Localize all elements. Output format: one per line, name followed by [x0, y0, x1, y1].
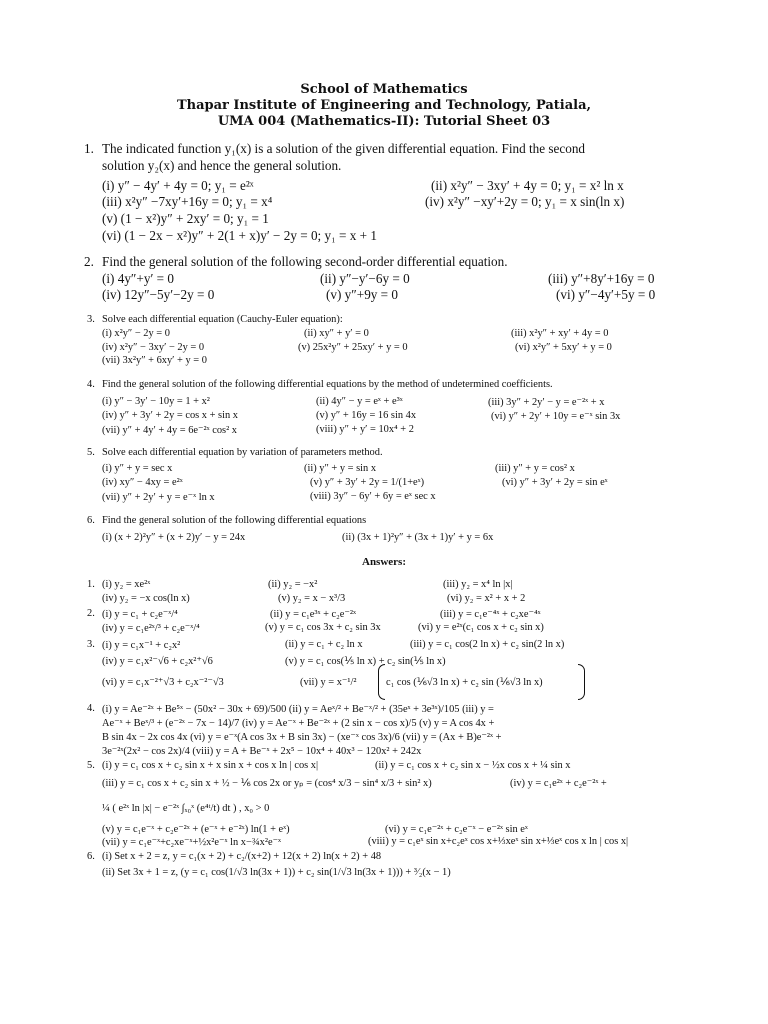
- question-number: 2.: [84, 254, 94, 269]
- answer-item: (ii) y = c₁e³ˣ + c₂e⁻²ˣ: [270, 609, 357, 620]
- answer-item: (i) y₂ = xe²ˣ: [102, 579, 151, 590]
- sub-question: (iii) y″+8y′+16y = 0: [548, 271, 655, 286]
- sub-question: (vi) (1 − 2x − x²)y″ + 2(1 + x)y′ − 2y = 0; y₁ = x + 1: [102, 228, 377, 243]
- answer-item: c₁ cos (⅙√3 ln x) + c₂ sin (⅙√3 ln x): [386, 677, 543, 688]
- question-number: 1.: [84, 141, 94, 156]
- answer-number: 6.: [87, 851, 95, 862]
- answer-item: (iv) y = c₁e²ˣ + c₂e⁻²ˣ +: [510, 778, 607, 789]
- answer-number: 4.: [87, 703, 95, 714]
- answer-item: (vi) y = c₁e⁻²ˣ + c₂e⁻ˣ − e⁻²ˣ sin eˣ: [385, 824, 528, 835]
- sub-question: (i) y″ − 4y′ + 4y = 0; y₁ = e²ˣ: [102, 178, 254, 193]
- answer-number: 5.: [87, 760, 95, 771]
- answer-item: (i) y = c₁ + c₂e⁻ˣ/⁴: [102, 609, 178, 620]
- question-text: Find the general solution of the following differential equations: [102, 515, 367, 526]
- answer-number: 3.: [87, 639, 95, 650]
- sub-question: (iv) x²y″ −xy′+2y = 0; y₁ = x sin(ln x): [425, 194, 625, 209]
- answer-number: 2.: [87, 608, 95, 619]
- answer-item: (vii) y = c₁e⁻ˣ+c₂xe⁻ˣ+½x²e⁻ˣ ln x−¾x²e⁻ˣ: [102, 837, 282, 848]
- question-text: solution y₂(x) and hence the general solution.: [102, 158, 342, 173]
- question-number: 6.: [87, 515, 95, 526]
- answer-item: (ii) Set 3x + 1 = z, (y = c₁ cos(1/√3 ln(3x + 1)) + c₂ sin(1/√3 ln(3x + 1))) + ³⁄₂(x − 1): [102, 867, 451, 878]
- sub-question: (ii) y″ + y = sin x: [304, 463, 377, 474]
- answer-item: (iv) y = c₁e²ˣ/³ + c₂e⁻ˣ/⁴: [102, 623, 200, 634]
- sub-question: (iii) 3y″ + 2y′ − y = e⁻²ˣ + x: [488, 397, 605, 408]
- sub-question: (iii) y″ + y = cos² x: [495, 463, 575, 474]
- answer-item: (iv) y₂ = −x cos(ln x): [102, 593, 190, 604]
- sub-question: (ii) x²y″ − 3xy′ + 4y = 0; y₁ = x² ln x: [431, 178, 624, 193]
- answer-line: Ae⁻ˣ + Beˣ/³ + (e⁻²ˣ − 7x − 14)/7 (iv) y = Ae⁻ˣ + Be⁻²ˣ + (2 sin x − cos x)/5 (v) y = A cos 4x +: [102, 718, 495, 729]
- sub-question: (i) 4y″+y′ = 0: [102, 271, 174, 286]
- question-text: Solve each differential equation by variation of parameters method.: [102, 447, 383, 458]
- sub-question: (vii) 3x²y″ + 6xy′ + y = 0: [102, 355, 207, 366]
- answer-item: ¼ ( e²ˣ ln |x| − e⁻²ˣ ∫ₓ₀ˣ (e⁴ᵗ/t) dt ) , x₀ > 0: [102, 803, 270, 814]
- answer-item: (vi) y = e²ˣ(c₁ cos x + c₂ sin x): [418, 622, 544, 633]
- answer-item: (vi) y = c₁x⁻²⁺√3 + c₂x⁻²⁻√3: [102, 677, 224, 688]
- answer-item: (i) Set x + 2 = z, y = c₁(x + 2) + c₂/(x+2) + 12(x + 2) ln(x + 2) + 48: [102, 851, 382, 862]
- answer-item: (iii) y₂ = x⁴ ln |x|: [443, 579, 513, 590]
- sub-question: (i) y″ + y = sec x: [102, 463, 173, 474]
- sub-question: (vii) y″ + 4y′ + 4y = 6e⁻²ˣ cos² x: [102, 425, 237, 436]
- sub-question: (iv) xy″ − 4xy = e²ˣ: [102, 477, 183, 488]
- sub-question: (vi) x²y″ + 5xy′ + y = 0: [515, 342, 612, 353]
- answer-item: (iii) y = c₁e⁻⁴ˣ + c₂xe⁻⁴ˣ: [440, 609, 541, 620]
- sub-question: (v) y″ + 16y = 16 sin 4x: [316, 410, 417, 421]
- answer-item: (vii) y = x⁻¹/²: [300, 677, 357, 688]
- sub-question: (iv) 12y″−5y′−2y = 0: [102, 287, 215, 302]
- sub-question: (ii) xy″ + y′ = 0: [304, 328, 369, 339]
- sub-question: (i) (x + 2)²y″ + (x + 2)y′ − y = 24x: [102, 532, 246, 543]
- sub-question: (vi) y″−4y′+5y = 0: [556, 287, 656, 302]
- sub-question: (v) y″ + 3y′ + 2y = 1/(1+eˣ): [310, 477, 425, 488]
- sub-question: (i) x²y″ − 2y = 0: [102, 328, 170, 339]
- answer-item: (ii) y = c₁ + c₂ ln x: [285, 639, 363, 650]
- sub-question: (i) y″ − 3y′ − 10y = 1 + x²: [102, 396, 210, 407]
- sub-question: (vii) y″ + 2y′ + y = e⁻ˣ ln x: [102, 492, 215, 503]
- answer-item: (v) y = c₁ cos 3x + c₂ sin 3x: [265, 622, 381, 633]
- question-text: The indicated function y₁(x) is a solution of the given differential equation. Find the second: [102, 141, 586, 156]
- answer-item: (v) y = c₁e⁻ˣ + c₂e⁻²ˣ + (e⁻ˣ + e⁻²ˣ) ln(1 + eˣ): [102, 824, 290, 835]
- sub-question: (vi) y″ + 2y′ + 10y = e⁻ˣ sin 3x: [491, 411, 621, 422]
- school-title: School of Mathematics: [300, 82, 468, 97]
- answers-heading: Answers:: [362, 556, 406, 568]
- sub-question: (iv) x²y″ − 3xy′ − 2y = 0: [102, 342, 205, 353]
- sub-question: (iv) y″ + 3y′ + 2y = cos x + sin x: [102, 410, 238, 421]
- answer-item: (vi) y₂ = x² + x + 2: [447, 593, 526, 604]
- sub-question: (iii) x²y″ + xy′ + 4y = 0: [511, 328, 609, 339]
- sub-question: (vi) y″ + 3y′ + 2y = sin eˣ: [502, 477, 608, 488]
- answer-line: (i) y = Ae⁻²ˣ + Be⁵ˣ − (50x² − 30x + 69)/500 (ii) y = Aeˣ/² + Be⁻ˣ/² + (35eˣ + 3e³ˣ)/105 (iii) y =: [102, 704, 494, 715]
- answer-item: (v) y₂ = x − x³/3: [278, 593, 346, 604]
- question-number: 3.: [87, 314, 95, 325]
- question-text: Solve each differential equation (Cauchy-Euler equation):: [102, 314, 343, 325]
- sub-question: (ii) 4y″ − y = eˣ + e³ˣ: [316, 396, 403, 407]
- sub-question: (v) y″+9y = 0: [326, 287, 399, 302]
- answer-item: (iii) y = c₁ cos(2 ln x) + c₂ sin(2 ln x): [410, 639, 565, 650]
- answer-line: 3e⁻²ˣ(2x² − cos 2x)/4 (viii) y = A + Be⁻ˣ + 2x⁵ − 10x⁴ + 40x³ − 120x² + 242x: [102, 746, 422, 757]
- left-bracket: [378, 664, 385, 700]
- sub-question: (v) 25x²y″ + 25xy′ + y = 0: [298, 342, 408, 353]
- answer-item: (i) y = c₁x⁻¹ + c₂x²: [102, 640, 181, 651]
- sub-question: (iii) x²y″ −7xy′+16y = 0; y₁ = x⁴: [102, 194, 273, 209]
- sub-question: (viii) y″ + y′ = 10x⁴ + 2: [316, 424, 414, 435]
- answer-item: (iv) y = c₁x²⁻√6 + c₂x²⁺√6: [102, 656, 213, 667]
- answer-item: (ii) y = c₁ cos x + c₂ sin x − ½x cos x + ¼ sin x: [375, 760, 571, 771]
- answer-number: 1.: [87, 579, 95, 590]
- answer-item: (viii) y = c₁eˣ sin x+c₂eˣ cos x+⅓xeˣ sin x+⅓eˣ cos x ln | cos x|: [368, 836, 629, 847]
- answer-item: (iii) y = c₁ cos x + c₂ sin x + ½ − ⅙ cos 2x or yₚ = (cos⁴ x/3 − sin⁴ x/3 + sin² x): [102, 778, 432, 789]
- question-number: 5.: [87, 447, 95, 458]
- answer-item: (i) y = c₁ cos x + c₂ sin x + x sin x + cos x ln | cos x|: [102, 760, 319, 771]
- question-text: Find the general solution of the following differential equations by the method of undetermined coefficients.: [102, 379, 553, 390]
- course-title: UMA 004 (Mathematics-II): Tutorial Sheet 03: [217, 114, 551, 129]
- answer-item: (v) y = c₁ cos(⅕ ln x) + c₂ sin(⅕ ln x): [285, 656, 446, 667]
- right-bracket: [578, 664, 585, 700]
- question-number: 4.: [87, 379, 95, 390]
- answer-item: (ii) y₂ = −x²: [268, 579, 318, 590]
- sub-question: (ii) (3x + 1)²y″ + (3x + 1)y′ + y = 6x: [342, 532, 494, 543]
- sub-question: (ii) y″−y′−6y = 0: [320, 271, 410, 286]
- question-text: Find the general solution of the following second-order differential equation.: [102, 254, 508, 269]
- answer-line: B sin 4x − 2x cos 4x (vi) y = e⁻ˣ(A cos 3x + B sin 3x) − (xe⁻ˣ cos 3x)/6 (vii) y = (Ax + B)e⁻²ˣ +: [102, 732, 502, 743]
- institute-title: Thapar Institute of Engineering and Technology, Patiala,: [176, 98, 592, 113]
- sub-question: (v) (1 − x²)y″ + 2xy′ = 0; y₁ = 1: [102, 211, 269, 226]
- sub-question: (viii) 3y″ − 6y′ + 6y = eˣ sec x: [310, 491, 436, 502]
